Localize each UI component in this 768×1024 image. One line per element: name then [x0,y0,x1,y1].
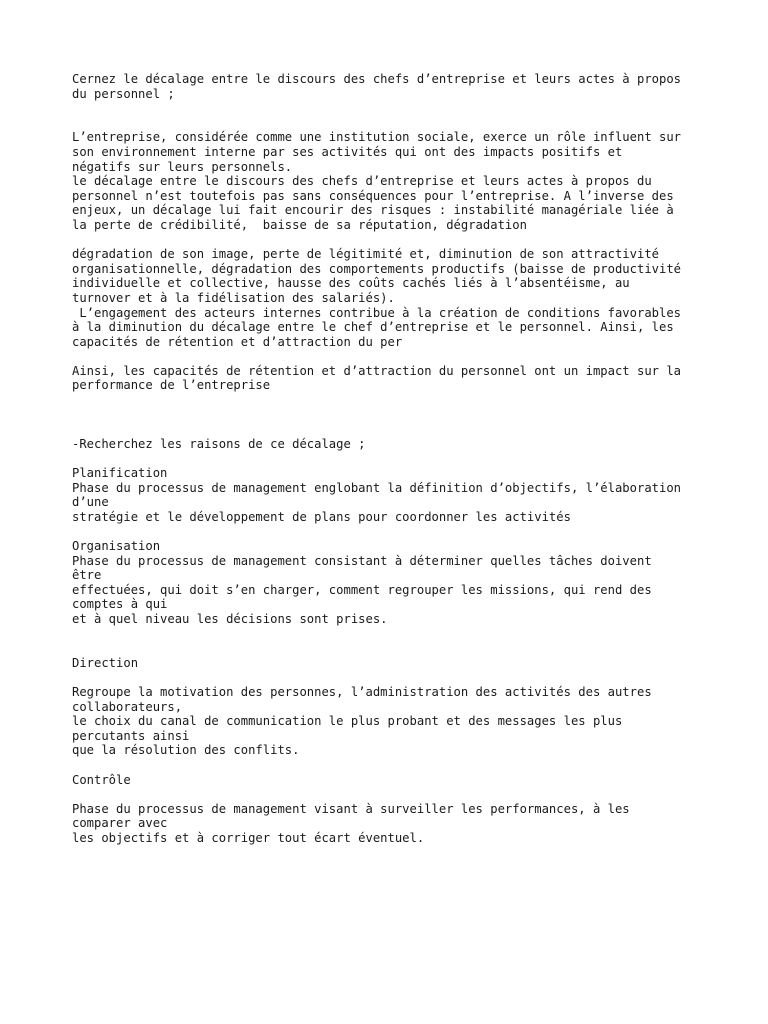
text-line: le décalage entre le discours des chefs d’entreprise et leurs actes à propos du [72,174,652,189]
blank-line [72,349,712,364]
text-line: du personnel ; [72,86,175,101]
blank-line [72,422,712,437]
text-line: L’engagement des acteurs internes contribue à la création de conditions favorables [72,305,682,320]
text-line: collaborateurs, [72,699,183,714]
text-line: Direction [72,655,139,670]
document-page [72,72,712,845]
text-line: son environnement interne par ses activités qui ont des impacts positifs et [72,144,623,159]
text-line: percutants ainsi [72,728,190,743]
blank-line [72,101,712,116]
text-line: performance de l’entreprise [72,378,271,393]
text-line: les objectifs et à corriger tout écart éventuel. [72,830,425,845]
text-line: -Recherchez les raisons de ce décalage ; [72,436,366,451]
text-line: et à quel niveau les décisions sont prises. [72,611,388,626]
text-line: Contrôle [72,772,131,787]
text-line: stratégie et le développement de plans pour coordonner les activités [72,509,571,524]
text-line: être [72,568,102,583]
text-line: comparer avec [72,816,168,831]
blank-line [72,408,712,423]
text-line: comptes à qui [72,597,168,612]
blank-line [72,116,712,131]
text-line: négatifs sur leurs personnels. [72,159,293,174]
text-line: d’une [72,495,109,510]
text-line: Phase du processus de management visant à surveiller les performances, à les [72,801,630,816]
text-line: Organisation [72,539,161,553]
text-line: enjeux, un décalage lui fait encourir des risques : instabilité managériale liée à [72,203,674,218]
text-line: individuelle et collective, hausse des coûts cachés liés à l’absentéisme, au [72,276,630,291]
text-line: effectuées, qui doit s’en charger, comment regrouper les missions, qui rend des [72,582,652,597]
text-line: le choix du canal de communication le plus probant et des messages les plus [72,714,623,729]
text-line: à la diminution du décalage entre le chef d’entreprise et le personnel. Ainsi, les [72,320,674,335]
text-line: que la résolution des conflits. [72,743,300,758]
text-line: Planification [72,466,168,481]
blank-line [72,524,712,539]
text-line: Ainsi, les capacités de rétention et d’attraction du personnel ont un impact sur la [72,363,682,378]
text-line: personnel n’est toutefois pas sans conséquences pour l’entreprise. A l’inverse des [72,188,674,203]
blank-line [72,641,712,656]
text-line: turnover et à la fidélisation des salariés). [72,290,395,305]
text-line: Phase du processus de management englobant la définition d’objectifs, l’élaboration [72,480,682,495]
text-line: Regroupe la motivation des personnes, l’administration des activités des autres [72,684,652,699]
text-line: Cernez le décalage entre le discours des chefs d’entreprise et leurs actes à propos [72,72,682,86]
blank-line [72,451,712,466]
blank-line [72,670,712,685]
text-line: L’entreprise, considérée comme une institution sociale, exerce un rôle influent sur [72,130,682,145]
blank-line [72,627,712,642]
text-line: Phase du processus de management consistant à déterminer quelles tâches doivent [72,553,652,568]
text-line: capacités de rétention et d’attraction du per [72,334,403,349]
text-line: la perte de crédibilité, baisse de sa réputation, dégradation [72,217,527,232]
blank-line [72,233,712,248]
text-line: organisationnelle, dégradation des comportements productifs (baisse de productivité [72,261,682,276]
text-line: dégradation de son image, perte de légitimité et, diminution de son attractivité [72,247,659,262]
blank-line [72,393,712,408]
blank-line [72,758,712,773]
blank-line [72,787,712,802]
